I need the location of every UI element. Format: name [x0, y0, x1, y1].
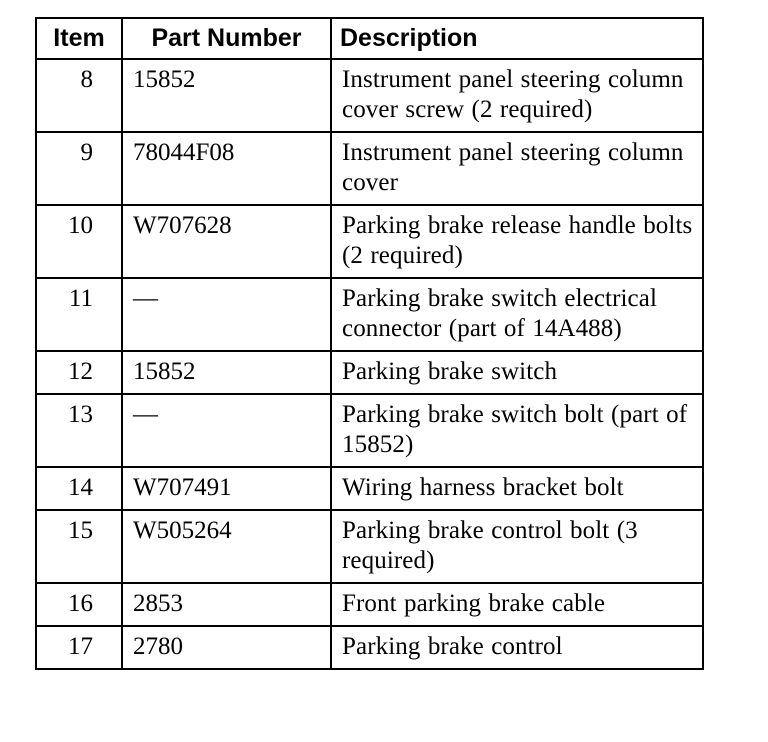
- parts-table: [35, 17, 704, 670]
- table-body: [36, 59, 703, 669]
- cell-part-number: 2780: [122, 626, 331, 669]
- cell-item: 13: [36, 394, 122, 467]
- table-row: [36, 351, 703, 394]
- table-row: [36, 59, 703, 132]
- cell-description: Instrument panel steering column cover screw (2 required): [331, 59, 703, 132]
- cell-part-number: 15852: [122, 351, 331, 394]
- cell-part-number: —: [122, 278, 331, 351]
- table-row: [36, 626, 703, 669]
- cell-part-number: —: [122, 394, 331, 467]
- cell-item: 12: [36, 351, 122, 394]
- cell-description: Instrument panel steering column cover: [331, 132, 703, 205]
- cell-part-number: W505264: [122, 510, 331, 583]
- header-part-number: Part Number: [122, 18, 331, 59]
- table-row: [36, 205, 703, 278]
- cell-description: Parking brake switch: [331, 351, 703, 394]
- header-description: Description: [331, 18, 703, 59]
- cell-item: 17: [36, 626, 122, 669]
- cell-part-number: 15852: [122, 59, 331, 132]
- table-row: [36, 583, 703, 626]
- cell-description: Parking brake control bolt (3 required): [331, 510, 703, 583]
- table-row: [36, 394, 703, 467]
- cell-description: Parking brake switch bolt (part of 15852): [331, 394, 703, 467]
- cell-item: 9: [36, 132, 122, 205]
- cell-description: Parking brake release handle bolts (2 required): [331, 205, 703, 278]
- cell-description: Parking brake control: [331, 626, 703, 669]
- header-row: [36, 18, 703, 59]
- cell-description: Parking brake switch electrical connector (part of 14A488): [331, 278, 703, 351]
- cell-part-number: 2853: [122, 583, 331, 626]
- cell-item: 11: [36, 278, 122, 351]
- cell-item: 15: [36, 510, 122, 583]
- cell-part-number: 78044F08: [122, 132, 331, 205]
- table-header: [36, 18, 703, 59]
- cell-item: 14: [36, 467, 122, 510]
- cell-description: Front parking brake cable: [331, 583, 703, 626]
- table-row: [36, 467, 703, 510]
- header-item: Item: [36, 18, 122, 59]
- cell-part-number: W707491: [122, 467, 331, 510]
- table-row: [36, 132, 703, 205]
- cell-part-number: W707628: [122, 205, 331, 278]
- cell-item: 10: [36, 205, 122, 278]
- table-row: [36, 278, 703, 351]
- cell-description: Wiring harness bracket bolt: [331, 467, 703, 510]
- cell-item: 16: [36, 583, 122, 626]
- table-row: [36, 510, 703, 583]
- cell-item: 8: [36, 59, 122, 132]
